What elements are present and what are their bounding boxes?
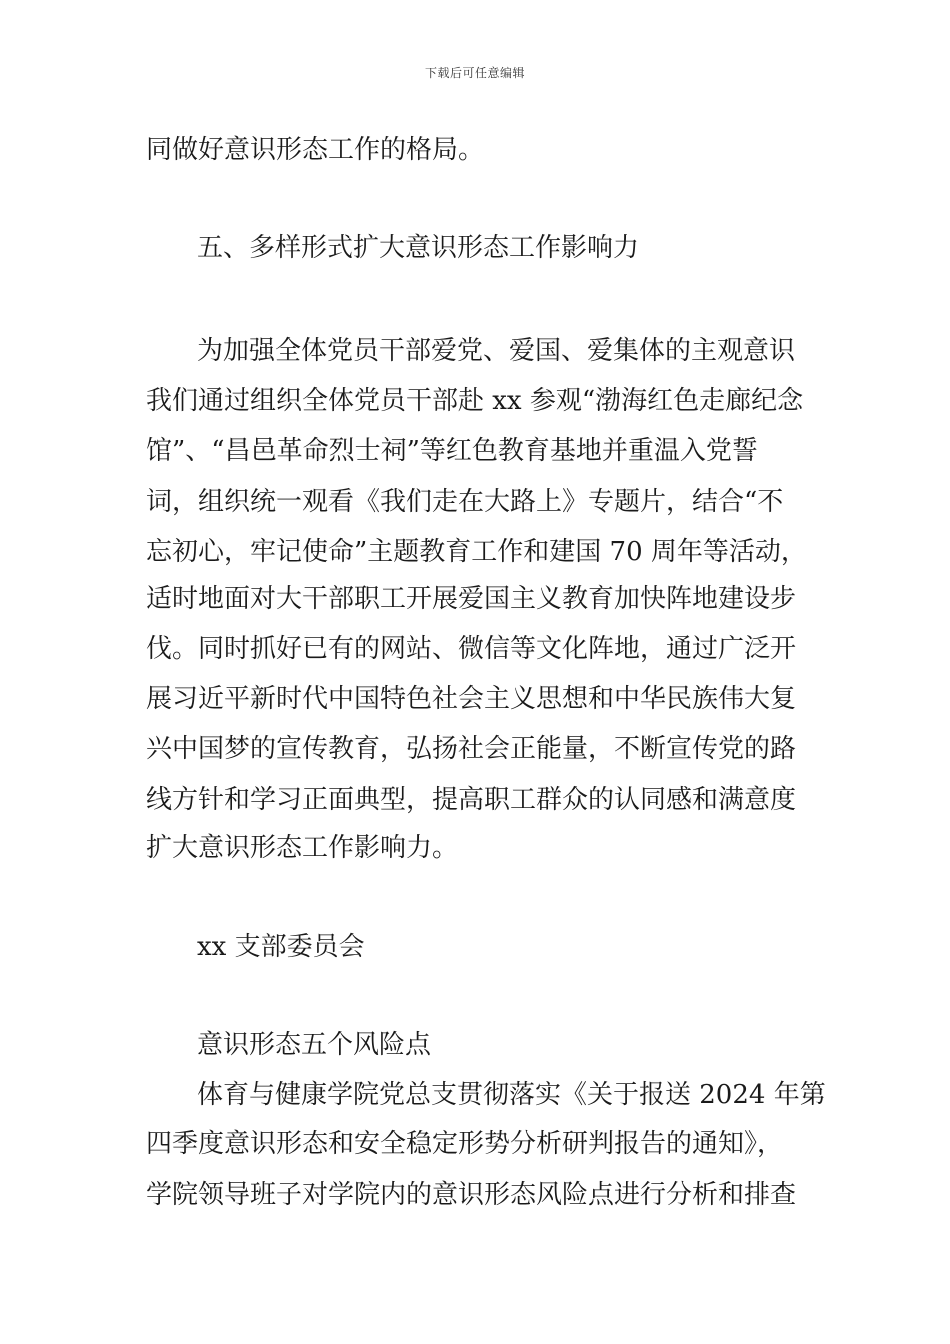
- text-line: 词，组织统一观看《我们走在大路上》专题片，结合“不: [146, 487, 784, 517]
- text-line: 四季度意识形态和安全稳定形势分析研判报告的通知》，: [146, 1129, 784, 1159]
- text-line: 兴中国梦的宣传教育，弘扬社会正能量，不断宣传党的路: [146, 734, 797, 764]
- section-heading: 五、多样形式扩大意识形态工作影响力: [197, 233, 640, 263]
- text-line: 线方针和学习正面典型，提高职工群众的认同感和满意度: [146, 785, 797, 815]
- text-line: 展习近平新时代中国特色社会主义思想和中华民族伟大复: [146, 684, 797, 714]
- text-line: 我们通过组织全体党员干部赴 xx 参观“渤海红色走廊纪念: [146, 386, 804, 416]
- text-line: 馆”、“昌邑革命烈士祠”等红色教育基地并重温入党誓: [146, 436, 758, 466]
- page-header: 下载后可任意编辑: [424, 66, 525, 80]
- text-line: 同做好意识形态工作的格局。: [146, 135, 485, 165]
- text-line: 学院领导班子对学院内的意识形态风险点进行分析和排查: [146, 1180, 797, 1210]
- section-title: 意识形态五个风险点: [197, 1030, 432, 1060]
- text-line: 体育与健康学院党总支贯彻落实《关于报送 2024 年第: [197, 1080, 826, 1110]
- text-line: 扩大意识形态工作影响力。: [146, 833, 459, 863]
- signature-line: xx 支部委员会: [197, 932, 365, 962]
- text-line: 为加强全体党员干部爱党、爱国、爱集体的主观意识: [197, 336, 796, 366]
- text-line: 忘初心，牢记使命”主题教育工作和建国 70 周年等活动，: [146, 537, 807, 567]
- text-line: 适时地面对大干部职工开展爱国主义教育加快阵地建设步: [146, 584, 797, 614]
- text-line: 伐。同时抓好已有的网站、微信等文化阵地，通过广泛开: [146, 634, 797, 664]
